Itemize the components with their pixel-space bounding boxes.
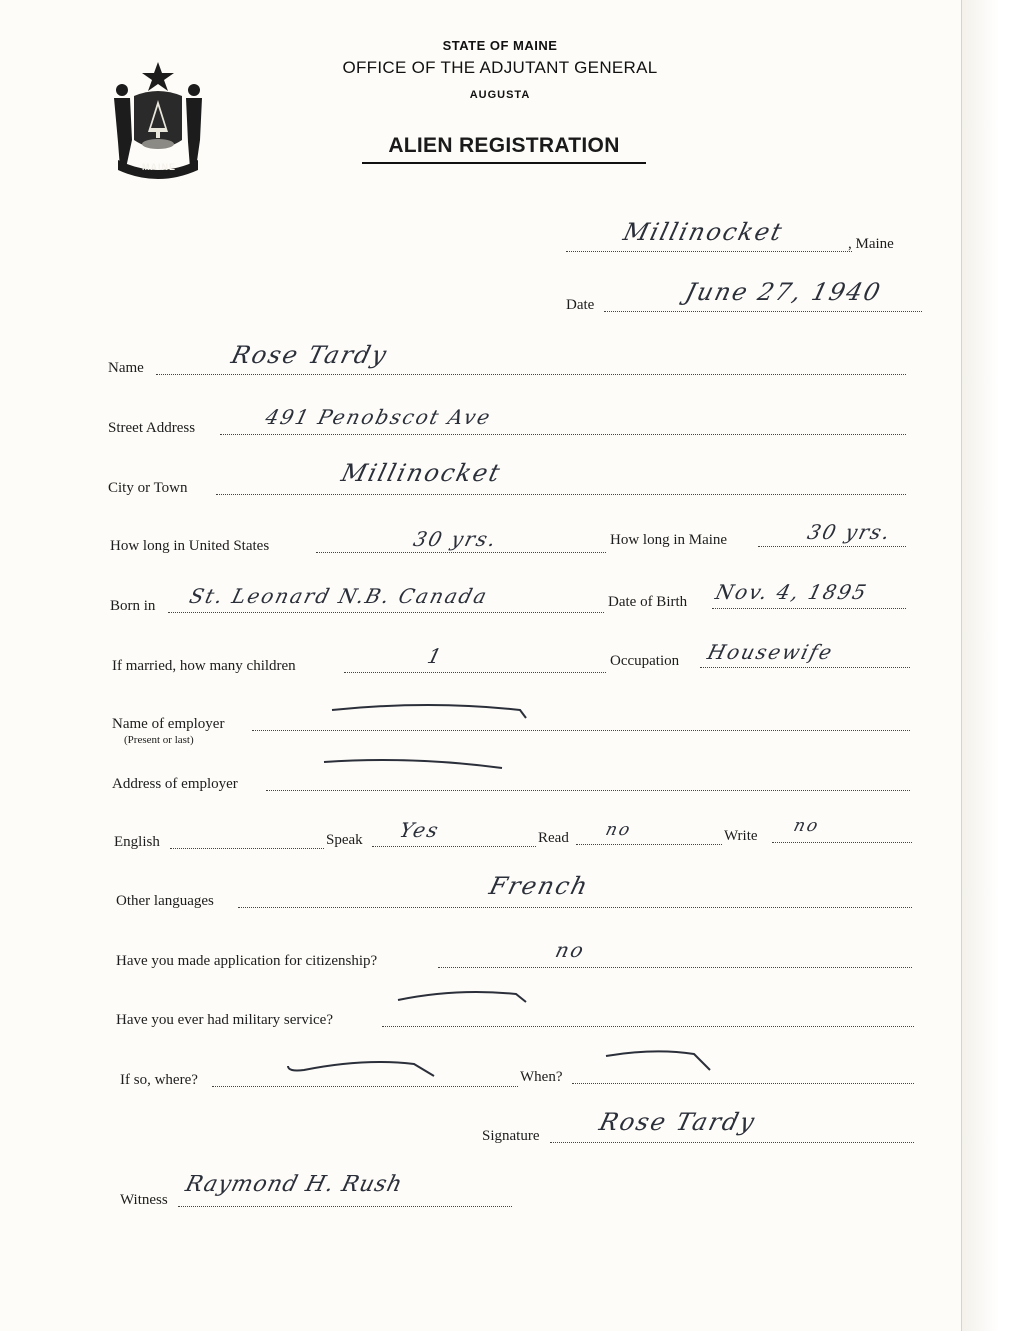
military-line bbox=[382, 1026, 914, 1027]
city-label: City or Town bbox=[108, 480, 188, 496]
citizenship-value: no bbox=[553, 938, 588, 962]
city-line bbox=[216, 494, 906, 495]
city-value: Millinocket bbox=[338, 459, 505, 487]
location-suffix: , Maine bbox=[848, 236, 894, 252]
military-label: Have you ever had military service? bbox=[116, 1012, 333, 1028]
maine-line bbox=[758, 546, 906, 547]
occupation-label: Occupation bbox=[610, 653, 680, 669]
us-line bbox=[316, 552, 606, 553]
employer-dash-mark bbox=[330, 698, 530, 722]
street-value: 491 Penobscot Ave bbox=[263, 405, 495, 429]
born-value: St. Leonard N.B. Canada bbox=[187, 584, 491, 608]
maine-label: How long in Maine bbox=[610, 532, 728, 548]
maine-value: 30 yrs. bbox=[805, 520, 895, 544]
where-label: If so, where? bbox=[120, 1072, 198, 1088]
dob-value: Nov. 4, 1895 bbox=[713, 580, 871, 604]
seal-lettering: MAINE bbox=[142, 162, 176, 172]
when-label: When? bbox=[520, 1069, 563, 1085]
children-label: If married, how many children bbox=[112, 658, 296, 674]
employer-address-line bbox=[266, 790, 910, 791]
read-label: Read bbox=[538, 830, 569, 846]
english-label: English bbox=[114, 834, 160, 850]
employer-label: Name of employer bbox=[112, 716, 225, 732]
header-state: STATE OF MAINE bbox=[442, 38, 558, 53]
employer-address-label: Address of employer bbox=[112, 776, 238, 792]
citizenship-line bbox=[438, 967, 912, 968]
military-dash-mark bbox=[396, 986, 536, 1010]
name-label: Name bbox=[108, 360, 144, 376]
speak-value: Yes bbox=[397, 818, 443, 842]
witness-label: Witness bbox=[120, 1192, 168, 1208]
dob-label: Date of Birth bbox=[608, 594, 688, 610]
born-label: Born in bbox=[110, 598, 156, 614]
form-title: ALIEN REGISTRATION bbox=[362, 134, 646, 164]
citizenship-label: Have you made application for citizenship? bbox=[116, 953, 378, 969]
born-line bbox=[168, 612, 604, 613]
location-line bbox=[566, 251, 852, 252]
children-line bbox=[344, 672, 606, 673]
when-line bbox=[572, 1083, 914, 1084]
read-value: no bbox=[603, 820, 634, 840]
street-line bbox=[220, 434, 906, 435]
where-line bbox=[212, 1086, 518, 1087]
write-line bbox=[772, 842, 912, 843]
us-value: 30 yrs. bbox=[411, 527, 501, 551]
speak-line bbox=[372, 846, 536, 847]
us-label: How long in United States bbox=[110, 538, 270, 554]
employer-address-dash-mark bbox=[322, 752, 512, 776]
read-line bbox=[576, 844, 722, 845]
witness-line bbox=[178, 1206, 512, 1207]
english-line bbox=[170, 848, 324, 849]
speak-label: Speak bbox=[326, 832, 363, 848]
location-value: Millinocket bbox=[620, 218, 787, 246]
other-lang-line bbox=[238, 907, 912, 908]
header-office: OFFICE OF THE ADJUTANT GENERAL bbox=[342, 58, 658, 77]
date-value: June 27, 1940 bbox=[682, 278, 885, 306]
header-city: AUGUSTA bbox=[469, 89, 531, 101]
write-value: no bbox=[791, 816, 822, 836]
street-label: Street Address bbox=[108, 420, 196, 436]
signature-value: Rose Tardy bbox=[596, 1108, 760, 1136]
signature-line bbox=[550, 1142, 914, 1143]
occupation-line bbox=[700, 667, 910, 668]
page-edge bbox=[961, 0, 1024, 1331]
write-label: Write bbox=[724, 828, 758, 844]
children-value: 1 bbox=[425, 644, 446, 668]
date-label: Date bbox=[566, 297, 595, 313]
where-dash-mark bbox=[284, 1050, 444, 1080]
name-value: Rose Tardy bbox=[228, 341, 392, 369]
occupation-value: Housewife bbox=[705, 640, 837, 664]
employer-line bbox=[252, 730, 910, 731]
witness-value: Raymond H. Rush bbox=[182, 1172, 406, 1197]
signature-label: Signature bbox=[482, 1128, 540, 1144]
date-line bbox=[604, 311, 922, 312]
other-lang-label: Other languages bbox=[116, 893, 214, 909]
name-line bbox=[156, 374, 906, 375]
when-dash-mark bbox=[604, 1044, 724, 1074]
other-lang-value: French bbox=[486, 872, 593, 900]
employer-sublabel: (Present or last) bbox=[124, 734, 194, 746]
dob-line bbox=[712, 608, 906, 609]
